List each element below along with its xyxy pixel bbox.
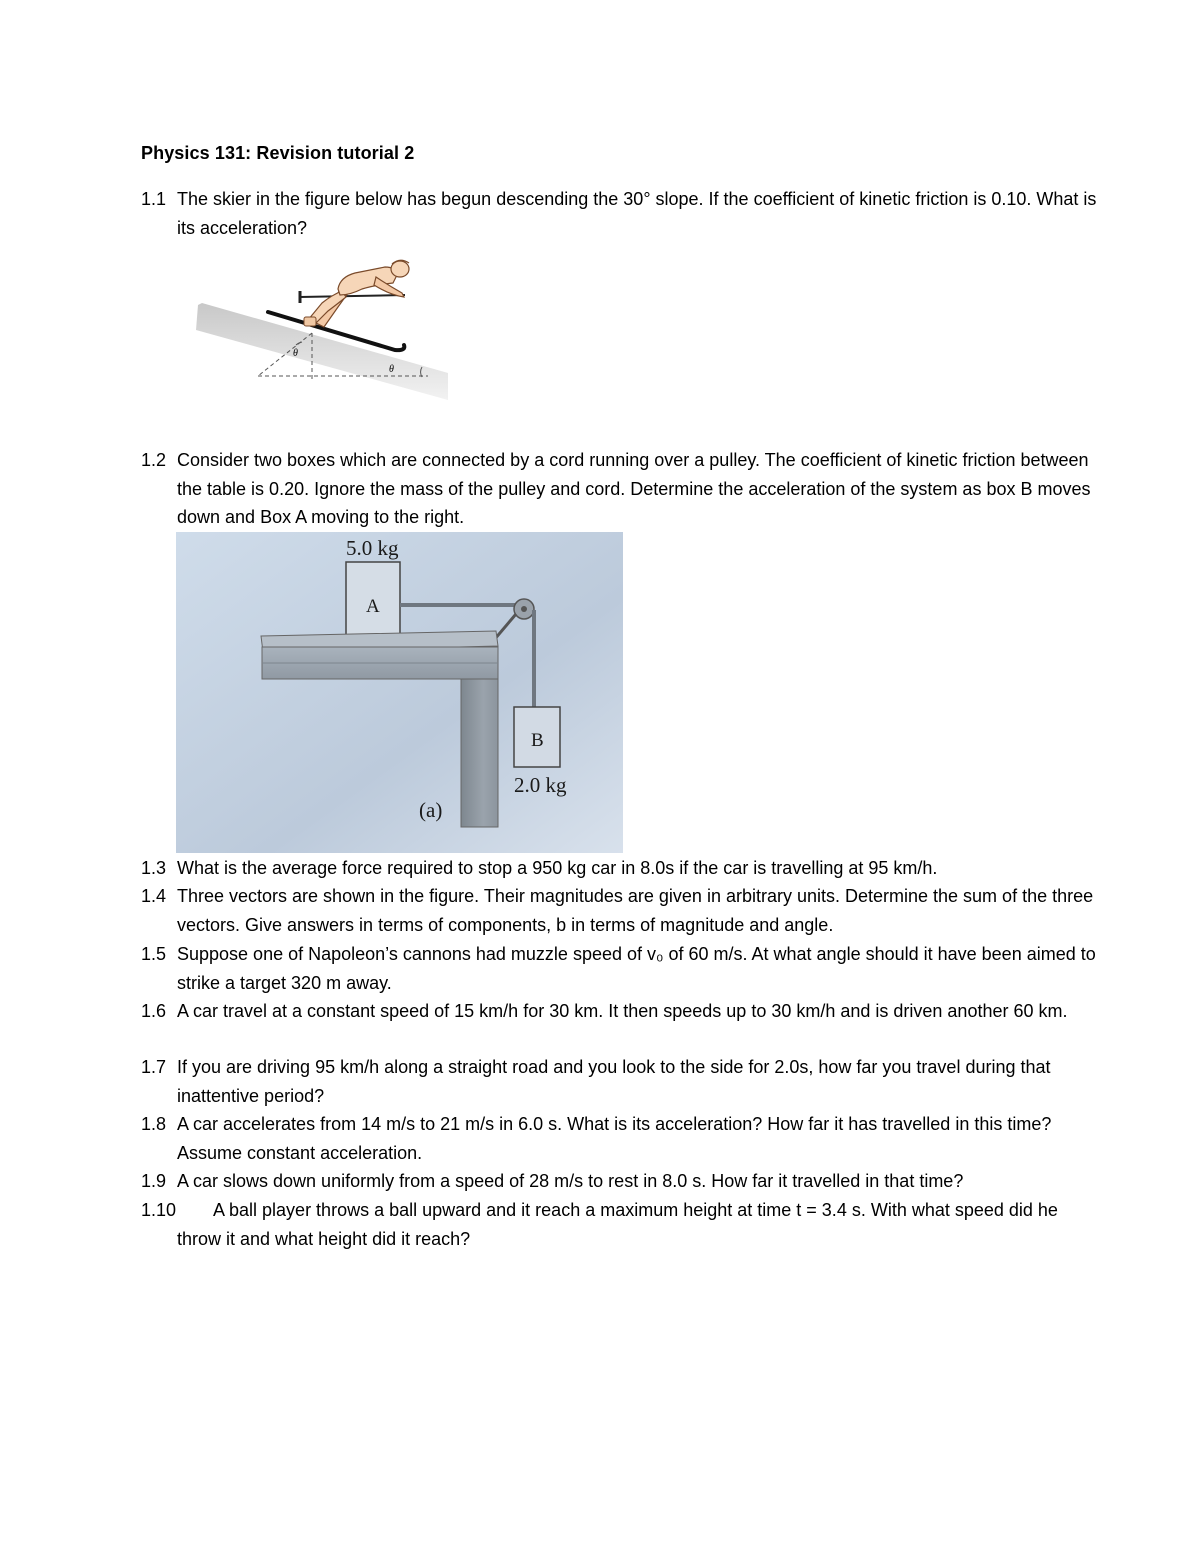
question-1-3 (141, 854, 1097, 883)
pulley-diagram (176, 532, 623, 853)
question-number: 1.7 (141, 1057, 167, 1077)
angle-label-2: θ (389, 364, 394, 375)
question-text: What is the average force required to stop a 950 kg car in 8.0s if the car is travelling at 95 km/h. (177, 858, 938, 878)
ski-pole (300, 295, 405, 297)
question-number: 1.1 (141, 189, 167, 209)
question-number: 1.5 (141, 944, 167, 964)
question-text: If you are driving 95 km/h along a straight road and you look to the side for 2.0s, how far you travel during that inattentive period? (177, 1057, 1051, 1106)
question-1-7 (141, 1053, 1097, 1110)
question-number: 1.2 (141, 450, 167, 470)
question-text: Suppose one of Napoleon’s cannons had muzzle speed of v₀ of 60 m/s. At what angle should it have been aimed to strike a target 320 m away. (177, 944, 1096, 993)
page-title: Physics 131: Revision tutorial 2 (141, 143, 415, 163)
question-text: A car travel at a constant speed of 15 km/h for 30 km. It then speeds up to 30 km/h and is driven another 60 km. (177, 1001, 1068, 1021)
question-text: A car accelerates from 14 m/s to 21 m/s in 6.0 s. What is its acceleration? How far it has travelled in this time? Assume constant acceleration. (177, 1114, 1052, 1163)
figure-caption: (a) (419, 798, 443, 822)
question-text: A car slows down uniformly from a speed of 28 m/s to rest in 8.0 s. How far it travelled in that time? (177, 1171, 964, 1191)
question-text: The skier in the figure below has begun descending the 30° slope. If the coefficient of kinetic friction is 0.10. What is its acceleration? (177, 189, 1097, 238)
question-1-1 (141, 185, 1097, 242)
pulley-figure (176, 532, 623, 853)
question-number: 1.4 (141, 886, 167, 906)
question-1-6 (141, 997, 1097, 1026)
question-text: Three vectors are shown in the figure. Their magnitudes are given in arbitrary units. Determine the sum of the three vectors. Give answers in terms of components, b in terms of magnitude and angle. (177, 886, 1094, 935)
question-text: Consider two boxes which are connected by a cord running over a pulley. The coefficient of kinetic friction between the table is 0.20. Ignore the mass of the pulley and cord. Determine the acceleration of the system as box B moves down and Box A moving to the right. (177, 450, 1091, 527)
question-1-5 (141, 940, 1097, 997)
question-1-2 (141, 446, 1097, 532)
question-number: 1.9 (141, 1171, 167, 1191)
mass-b-label: 2.0 kg (514, 773, 567, 797)
box-b-label: B (531, 730, 544, 751)
pulley-axle (521, 606, 527, 612)
question-1-9 (141, 1167, 1097, 1196)
skier-diagram (190, 255, 452, 400)
skier-figure (190, 255, 452, 400)
mass-a-label: 5.0 kg (346, 536, 399, 560)
question-number: 1.8 (141, 1114, 167, 1134)
question-text: A ball player throws a ball upward and it reach a maximum height at time t = 3.4 s. With what speed did he throw it and what height did it reach? (177, 1200, 1058, 1249)
question-number: 1.10 (141, 1200, 177, 1220)
question-1-4 (141, 882, 1097, 939)
table-leg (461, 679, 498, 827)
box-a-label: A (366, 596, 380, 617)
question-number: 1.6 (141, 1001, 167, 1021)
question-1-8 (141, 1110, 1097, 1167)
angle-label-1: θ (293, 348, 298, 359)
skier-boot (304, 317, 316, 326)
question-number: 1.3 (141, 858, 167, 878)
question-1-10 (141, 1196, 1097, 1253)
